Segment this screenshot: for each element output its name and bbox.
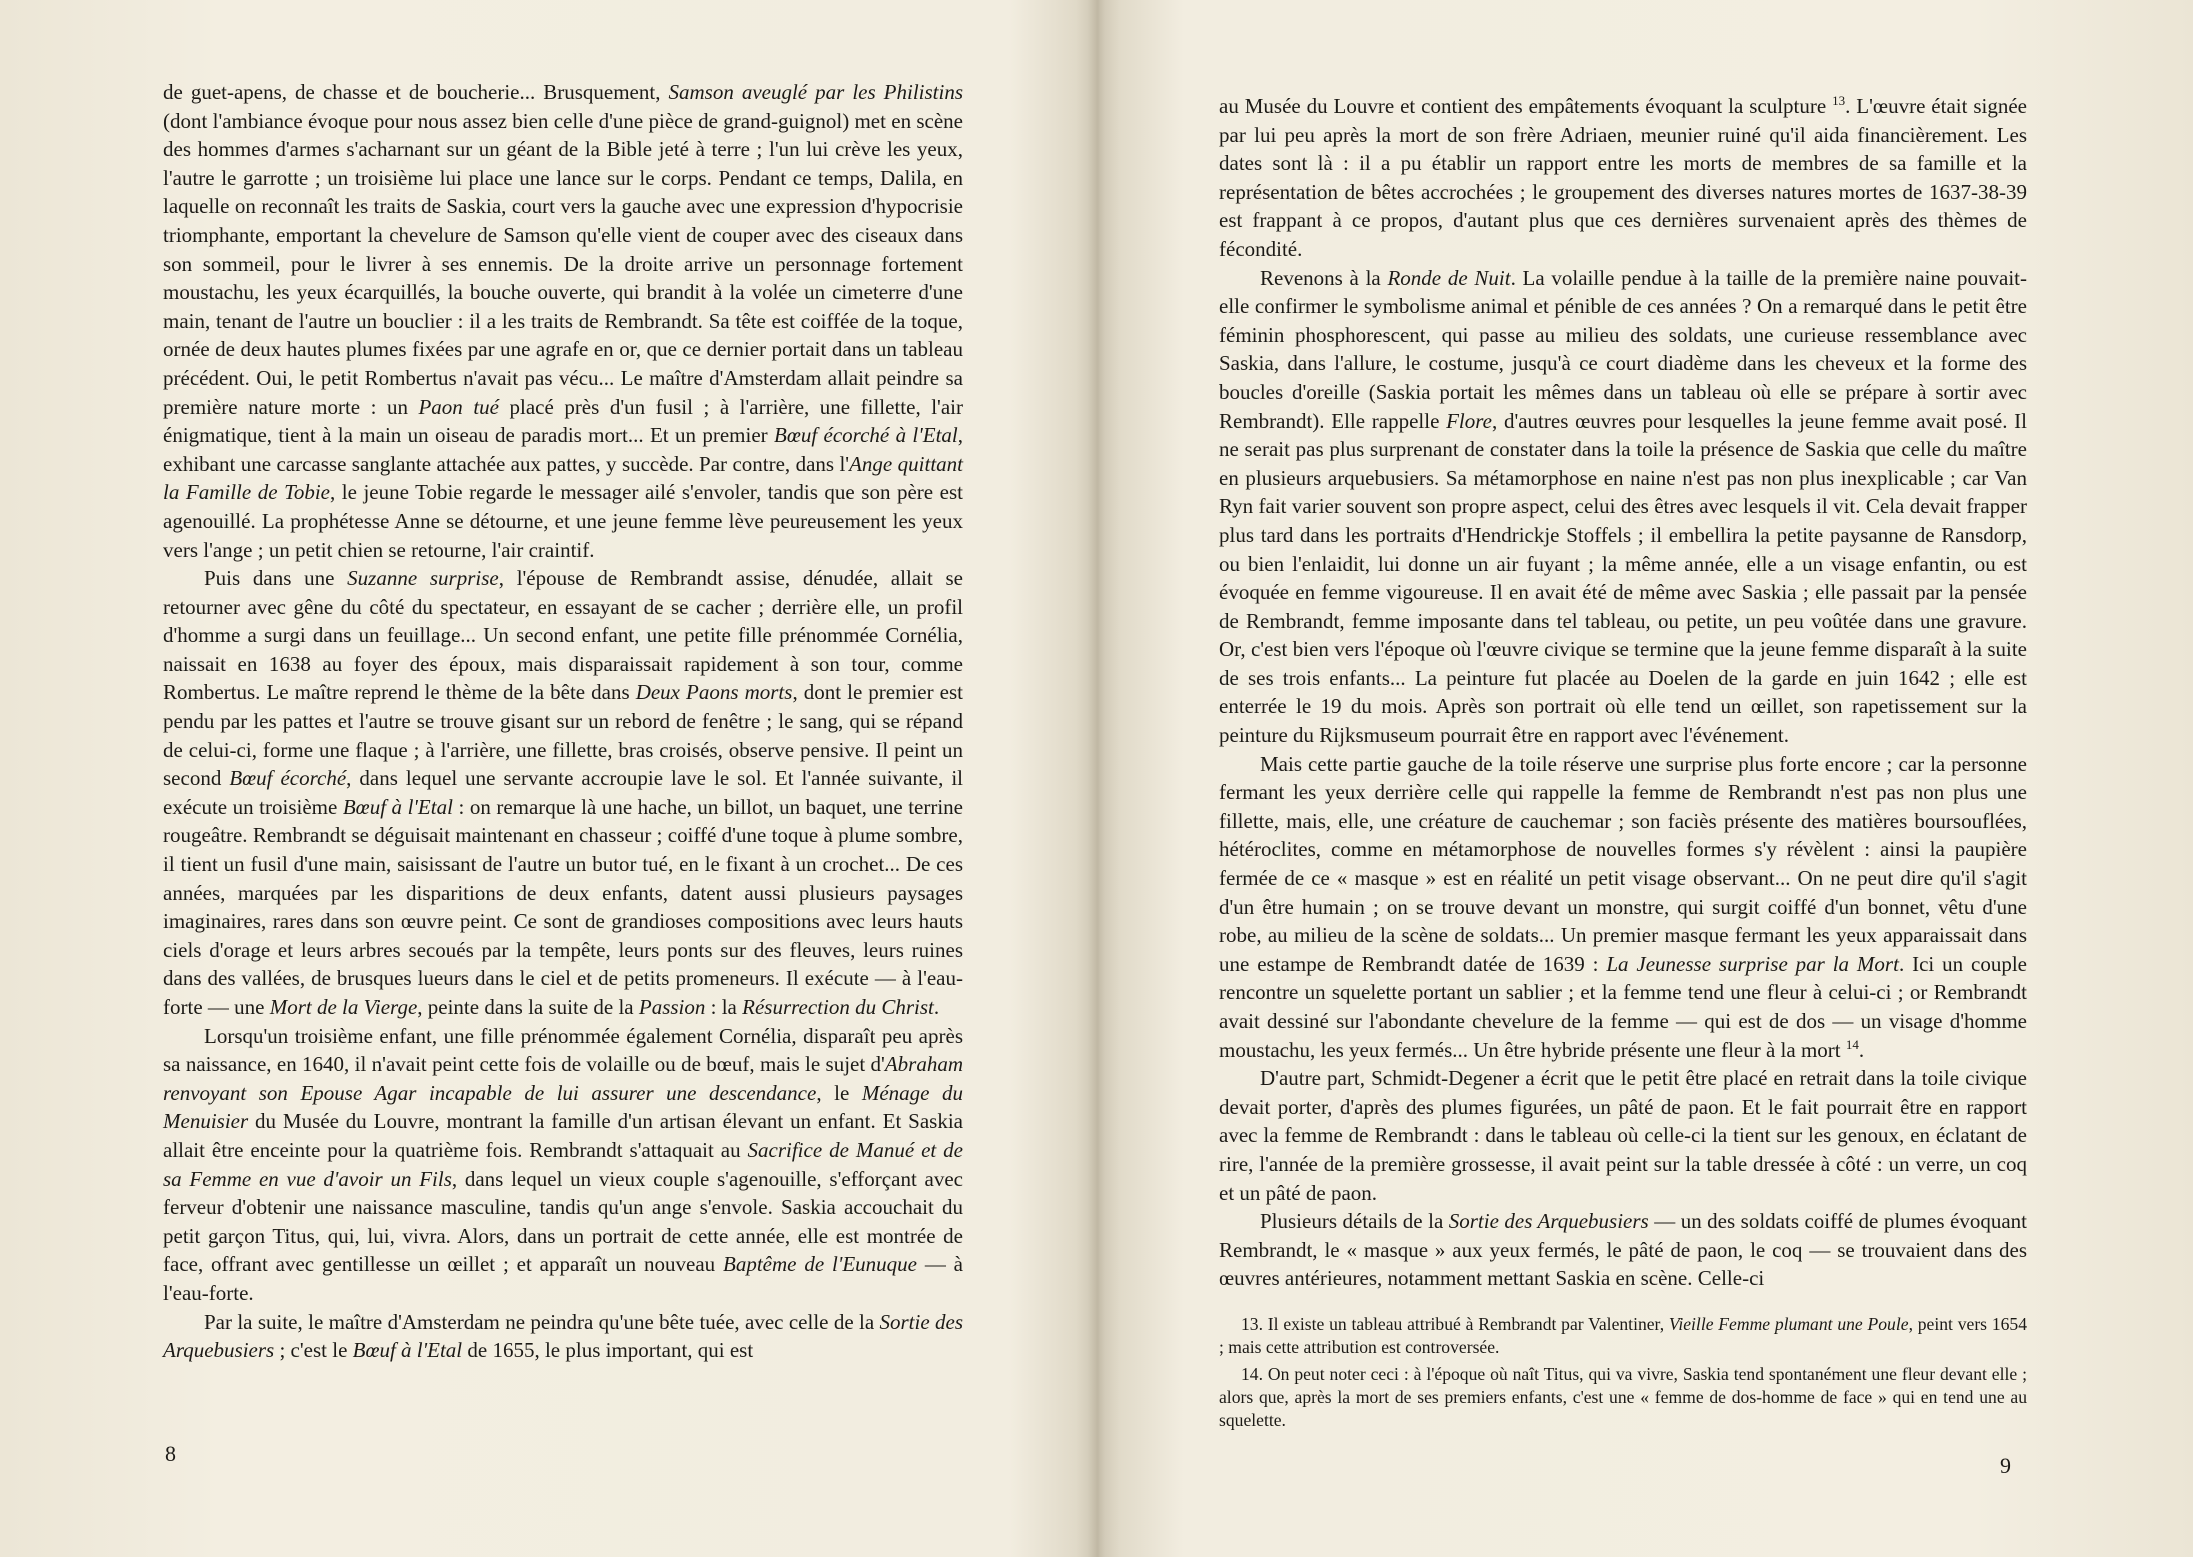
text-run: : la (705, 995, 743, 1019)
text-run: , peint vers 1654 ; mais cette attribution est controversée. (1219, 1314, 2028, 1357)
paragraph (163, 564, 963, 1022)
paragraph (1219, 750, 2027, 1065)
artwork-title: Bœuf à l'Etal (342, 794, 453, 819)
text-run: de 1655, le plus important, qui est (462, 1338, 754, 1363)
artwork-title: Deux Paons morts (635, 680, 793, 705)
text-run: . L'œuvre était signée par lui peu après la mort de son frère Adriaen, meunier ruiné qu'il aida financièrement. Les dates sont là : il a pu établir un rapport entre les morts de membres de sa famille et la représentation de bêtes accrochées ; le groupement des diverses natures mortes de 1637-38-39 est frappant à ce propos, d'autant plus que ces dernières survenaient après des thèmes de fécondité. (1219, 94, 2027, 261)
footnote-14 (1219, 1363, 2027, 1432)
text-run: , peinte dans la suite de la (417, 995, 639, 1019)
text-run: du Musée du Louvre, montrant la famille d'un artisan élevant un enfant. Et Saskia allait être enceinte pour la quatrième fois. Rembrandt s'attaquait au (163, 1109, 963, 1162)
text-run: , le (816, 1080, 862, 1105)
paragraph (163, 1308, 963, 1365)
paragraph (163, 78, 963, 564)
text-run: de guet-apens, de chasse et de boucherie... Brusquement, (163, 80, 669, 104)
artwork-title: Vieille Femme plumant une Poule (1668, 1314, 1909, 1334)
paragraph (163, 1022, 963, 1308)
text-run: — à l'eau-forte. (163, 1252, 963, 1305)
artwork-title: Ronde de Nuit (1387, 265, 1511, 290)
text-run: , dans lequel un vieux couple s'agenouille, s'efforçant avec ferveur d'obtenir une naissance masculine, tandis qu'un ange s'envole. Saskia accouchait du petit garçon Titus, qui, lui, vivra. Alors, dans un portrait de cette année, elle est montrée de face, offrant avec gentillesse un œillet ; et apparaît un nouveau (163, 1166, 963, 1277)
paragraph (1219, 1207, 2027, 1293)
artwork-title: Suzanne surprise (347, 566, 499, 591)
artwork-title: Bœuf écorché à l'Etal (774, 423, 958, 448)
paragraph (1219, 92, 2027, 264)
artwork-title: La Jeunesse surprise par la Mort (1606, 951, 1899, 976)
text-run: 14. On peut noter ceci : à l'époque où naît Titus, qui va vivre, Saskia tend spontanément une fleur devant elle ; alors que, après la mort de ses premiers enfants, c'est une « femme de dos-homme de face » qui en tend une au squelette. (1219, 1364, 2027, 1430)
artwork-title: Ménage du Menuisier (163, 1080, 964, 1134)
artwork-title: Samson aveuglé par les Philistins (668, 80, 963, 104)
text-run: . (1858, 1037, 1865, 1062)
artwork-title: Résurrection du Christ (742, 995, 934, 1019)
left-page (0, 0, 1096, 1557)
text-run: . (933, 995, 940, 1019)
artwork-title: Sacrifice de Manué et de sa Femme en vue d'avoir un Fils (163, 1137, 963, 1191)
paragraph (1219, 264, 2027, 750)
footnote-ref: 13 (1832, 93, 1846, 108)
text-run: , d'autres œuvres pour lesquelles la jeune femme avait posé. Il ne serait pas plus surprenant de constater dans la toile la présence de Saskia que celle du maître en plusieurs arquebusiers. Sa métamorphose en naine n'est pas non plus inexplicable ; car Van Ryn fait varier souvent son propre aspect, celui des êtres avec lesquels il vit. Cela devait frapper plus tard dans les portraits d'Hendrickje Stoffels ; il embellira la petite paysanne de Ransdorp, ou bien l'enlaidit, lui donne un air fuyant ; la même année, elle a un visage enfantin, ou est évoquée en femme vigoureuse. Il en avait été de même avec Saskia ; elle passait par la pensée de Rembrandt, femme imposante dans tel tableau, ou petite, un peu voûtée dans une gravure. Or, c'est bien vers l'époque où l'œuvre civique se termine que la jeune femme disparaît à la suite de ses trois enfants... La peinture fut placée au Doelen de la garde en juin 1642 ; elle est enterrée le 19 du mois. Après son portrait où elle tend un œillet, son rapetissement sur la peinture du Rijksmuseum pourrait être en rapport avec l'événement. (1219, 408, 2027, 748)
text-run: , dans lequel une servante accroupie lave le sol. Et l'année suivante, il exécute un troisième (163, 766, 963, 819)
text-run: ; c'est le (274, 1338, 353, 1363)
text-run: . La volaille pendue à la taille de la première naine pouvait-elle confirmer le symbolisme animal et pénible de ces années ? On a remarqué dans le petit être féminin phosphorescent, qui passe au milieu des soldats, une curieuse ressemblance avec Saskia, dans l'allure, le costume, jusqu'à ce court diadème dans les cheveux et la forme des boucles d'oreille (Saskia portait les mêmes dans un tableau où elle se prépare à sortir avec Rembrandt). Elle rappelle (1219, 265, 2028, 433)
artwork-title: Mort de la Vierge (269, 995, 418, 1019)
artwork-title: Sortie des Arquebusiers (163, 1309, 964, 1363)
text-run: Lorsqu'un troisième enfant, une fille prénommée également Cornélia, disparaît peu après sa naissance, en 1640, il n'avait peint cette fois de volaille ou de bœuf, mais le sujet d' (163, 1023, 963, 1077)
text-run: , l'épouse de Rembrandt assise, dénudée, allait se retourner avec gêne du côté du spectateur, en essayant de se cacher ; derrière elle, un profil d'homme a surgi dans un feuillage... Un second enfant, une petite fille prénommée Cornélia, naissait en 1638 au foyer des époux, mais disparaissait rapidement à son tour, comme Rombertus. Le maître reprend le thème de la bête dans (163, 566, 963, 705)
text-run: placé près d'un fusil ; à l'arrière, une fillette, l'air énigmatique, tient à la main un oiseau de paradis mort... Et un premier (163, 394, 963, 448)
text-run: — un des soldats coiffé de plumes évoquant Rembrandt, le « masque » aux yeux fermés, le pâté de paon, le coq — se trouvaient dans des œuvres antérieures, notamment mettant Saskia en scène. Celle-ci (1219, 1209, 2027, 1291)
footnotes (1219, 1313, 2027, 1436)
artwork-title: Bœuf à l'Etal (352, 1338, 463, 1363)
page-number: 8 (165, 1441, 176, 1466)
artwork-title: Passion (638, 995, 706, 1019)
text-run: (dont l'ambiance évoque pour nous assez bien celle d'une pièce de grand-guignol) met en scène des hommes d'armes s'acharnant sur un géant de la Bible jeté à terre ; l'un lui crève les yeux, l'autre le garrotte ; un troisième lui place une lance sur le corps. Pendant ce temps, Dalila, en laquelle on reconnaît les traits de Saskia, court vers la gauche avec une expression d'hypocrisie triomphante, emportant la chevelure de Samson qu'elle vient de couper avec des ciseaux dans son sommeil, pour le livrer à ses ennemis. De la droite arrive un personnage fortement moustachu, les yeux écarquillés, la bouche ouverte, qui brandit à la volée un cimeterre d'une main, tenant de l'autre un bouclier : il a les traits de Rembrandt. Sa tête est coiffée de la toque, ornée de deux hautes plumes fixées par une agrafe en or, que ce dernier portait dans un tableau précédent. Oui, le petit Rombertus n'avait pas vécu... Le maître d'Amsterdam allait peindre sa première nature morte : un (163, 108, 963, 419)
text-run: au Musée du Louvre et contient des empâtements évoquant la sculpture (1219, 94, 1833, 118)
right-page-text (1219, 92, 2027, 1293)
text-run: , exhibant une carcasse sanglante attachée aux pattes, y succède. Par contre, dans l' (163, 423, 963, 476)
text-run: , le jeune Tobie regarde le messager ailé s'envoler, tandis que son père est agenouillé. La prophétesse Anne se détourne, et une jeune femme lève peureusement les yeux vers l'ange ; un petit chien se retourne, l'air craintif. (163, 480, 963, 562)
text-run: D'autre part, Schmidt-Degener a écrit que le petit être placé en retrait dans la toile civique devait porter, d'après des plumes figurées, un pâté de paon. Et le fait pourrait être en rapport avec la femme de Rembrandt : dans le tableau où celle-ci la tient sur les genoux, en éclatant de rire, l'année de la première grossesse, il avait peint sur la table dressée à côté : un verre, un coq et un pâté de paon. (1219, 1066, 2027, 1205)
text-run: Puis dans une (204, 566, 348, 591)
text-run: . Ici un couple rencontre un squelette portant un sablier ; et la femme tend une fleur à celui-ci ; or Rembrandt avait dessiné sur l'abondante chevelure de la femme — qui est de dos — un visage d'homme moustachu, les yeux fermés... Un être hybride présente une fleur à la mort (1219, 951, 2027, 1062)
artwork-title: Paon tué (418, 394, 499, 419)
footnote-13 (1219, 1313, 2027, 1359)
text-run: Mais cette partie gauche de la toile réserve une surprise plus forte encore ; car la personne fermant les yeux derrière celle qui rappelle la femme de Rembrandt n'est pas non plus une fillette, mais, elle, une créature de cauchemar ; son faciès présente des matières boursouflées, hétéroclites, comme en métamorphose de nouvelles formes s'y révèlent : ainsi la paupière fermée de ce « masque » est en réalité un petit visage observant... On ne peut dire qu'il s'agit d'un être humain ; on se trouve devant un monstre, qui surgit coiffé d'un bonnet, vêtu d'une robe, au milieu de la scène de soldats... Un premier masque fermant les yeux apparaissait dans une estampe de Rembrandt datée de 1639 : (1219, 751, 2027, 976)
text-run: : on remarque là une hache, un billot, un baquet, une terrine rougeâtre. Rembrandt se déguisait maintenant en chasseur ; coiffé d'une toque à plume sombre, il tient un fusil d'une main, saisissant de l'autre un butor tué, en le fixant à un crochet... De ces années, marquées par les disparitions de deux enfants, datent aussi plusieurs paysages imaginaires, rares dans son œuvre peint. Ce sont de grandioses compositions avec leurs hauts ciels d'orage et leurs arbres secoués par la tempête, leurs ponts sur des fleuves, leurs ruines dans des vallées, de brusques lueurs dans le ciel et de petits promeneurs. Il exécute — à l'eau-forte — une (163, 794, 964, 1019)
left-page-text (163, 78, 963, 1365)
artwork-title: Abraham renvoyant son Epouse Agar incapable de lui assurer une descendance (163, 1052, 963, 1105)
footnote-ref: 14 (1845, 1036, 1859, 1052)
right-page (1097, 0, 2193, 1557)
artwork-title: Flore (1446, 408, 1492, 433)
text-run: 13. Il existe un tableau attribué à Rembrandt par Valentiner, (1241, 1314, 1669, 1334)
text-run: Revenons à la (1260, 265, 1388, 290)
page-number: 9 (2000, 1453, 2011, 1478)
text-run: Par la suite, le maître d'Amsterdam ne peindra qu'une bête tuée, avec celle de la (204, 1309, 880, 1334)
artwork-title: Ange quittant la Famille de Tobie (163, 451, 963, 505)
text-run: , dont le premier est pendu par les pattes et l'autre se trouve gisant sur un rebord de fenêtre ; le sang, qui se répand de celui-ci, forme une flaque ; à l'arrière, une fillette, bras croisés, observe pensive. Il peint un second (163, 680, 963, 791)
artwork-title: Baptême de l'Eunuque (723, 1252, 917, 1277)
paragraph (1219, 1064, 2027, 1207)
text-run: Plusieurs détails de la (1260, 1209, 1449, 1234)
artwork-title: Bœuf écorché (229, 766, 347, 791)
artwork-title: Sortie des Arquebusiers (1448, 1209, 1649, 1234)
